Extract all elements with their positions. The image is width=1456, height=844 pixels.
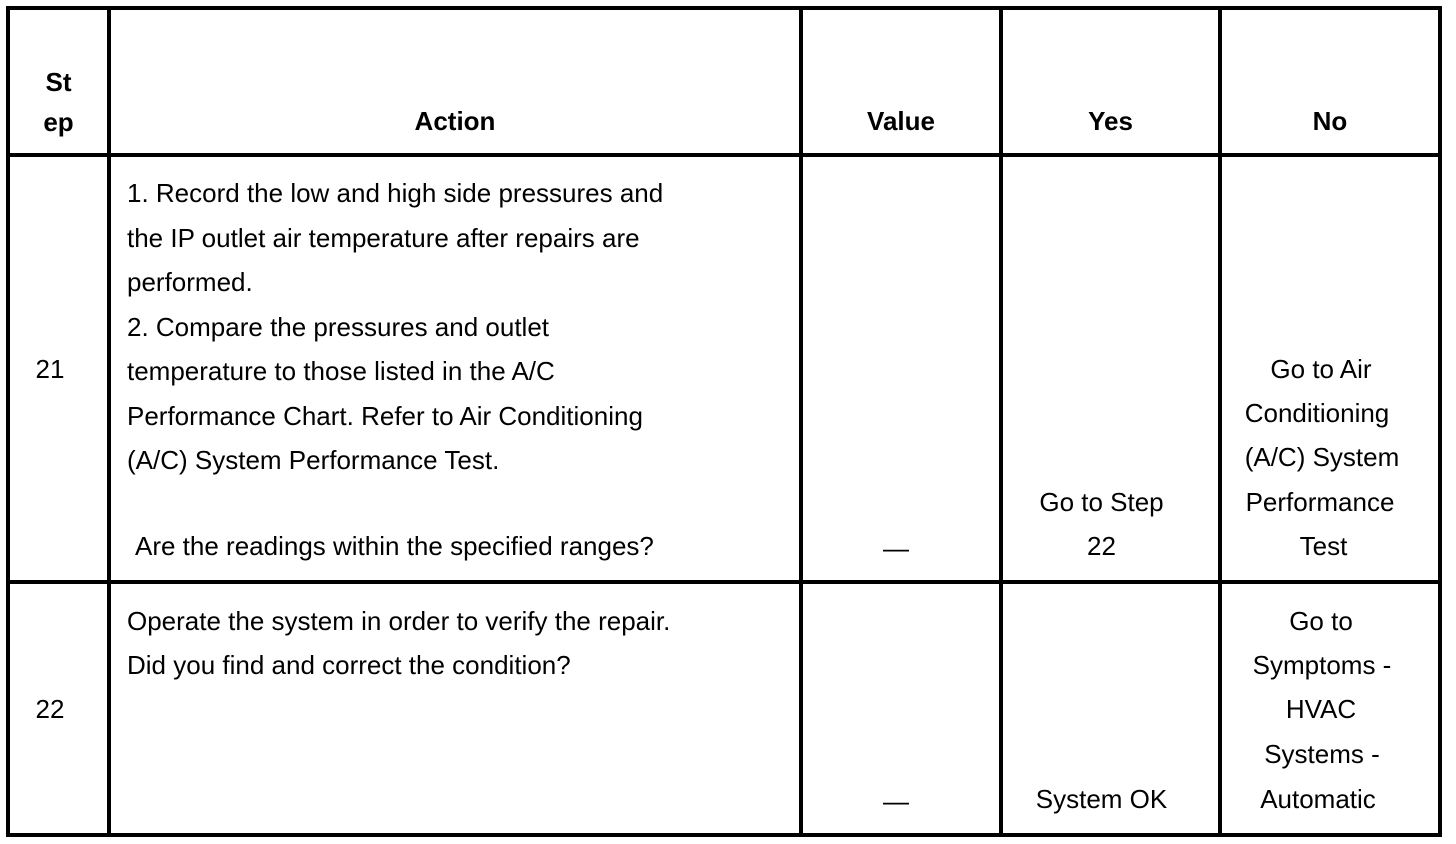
yes-line: Go to Step xyxy=(1039,487,1164,517)
no-line: Automatic xyxy=(1260,784,1376,814)
action-line: 1. Record the low and high side pressures and xyxy=(127,178,664,208)
no-line: Symptoms - xyxy=(1252,650,1392,680)
action-line: performed. xyxy=(127,267,253,297)
header-step-line-2: ep xyxy=(43,107,74,137)
action-line: the IP outlet air temperature after repairs are xyxy=(127,223,640,253)
no-line: Performance xyxy=(1245,487,1395,517)
action-line: Operate the system in order to verify the repair. xyxy=(127,606,671,636)
no-line: Go to xyxy=(1289,606,1353,636)
table-border-right xyxy=(1438,8,1442,836)
header-step-line-1: St xyxy=(45,67,72,97)
no-line: Test xyxy=(1299,531,1348,561)
header-divider xyxy=(6,153,1442,157)
no-line: Conditioning xyxy=(1244,398,1390,428)
action-line: (A/C) System Performance Test. xyxy=(127,445,500,475)
table-border-top xyxy=(6,6,1442,10)
yes-line: 22 xyxy=(1087,531,1116,561)
table-border-bottom xyxy=(6,833,1442,837)
row-divider xyxy=(6,580,1442,584)
action-line: 2. Compare the pressures and outlet xyxy=(127,312,550,342)
value-cell: — xyxy=(883,533,909,563)
value-cell: — xyxy=(883,786,909,816)
header-step xyxy=(10,62,107,142)
no-line: Systems - xyxy=(1264,739,1380,769)
action-line: Did you find and correct the condition? xyxy=(127,650,571,680)
action-line: Performance Chart. Refer to Air Conditioning xyxy=(127,401,643,431)
step-number: 22 xyxy=(35,694,65,724)
no-line: (A/C) System xyxy=(1244,442,1400,472)
header-action: Action xyxy=(414,106,496,136)
header-yes: Yes xyxy=(1088,106,1133,136)
step-number: 21 xyxy=(35,354,65,384)
header-value: Value xyxy=(867,106,935,136)
action-line: temperature to those listed in the A/C xyxy=(127,356,555,386)
no-line: Go to Air xyxy=(1270,354,1372,384)
header-no: No xyxy=(1312,106,1348,136)
yes-line: System OK xyxy=(1035,784,1168,814)
action-question: Are the readings within the specified ranges? xyxy=(135,531,654,561)
no-line: HVAC xyxy=(1285,694,1357,724)
